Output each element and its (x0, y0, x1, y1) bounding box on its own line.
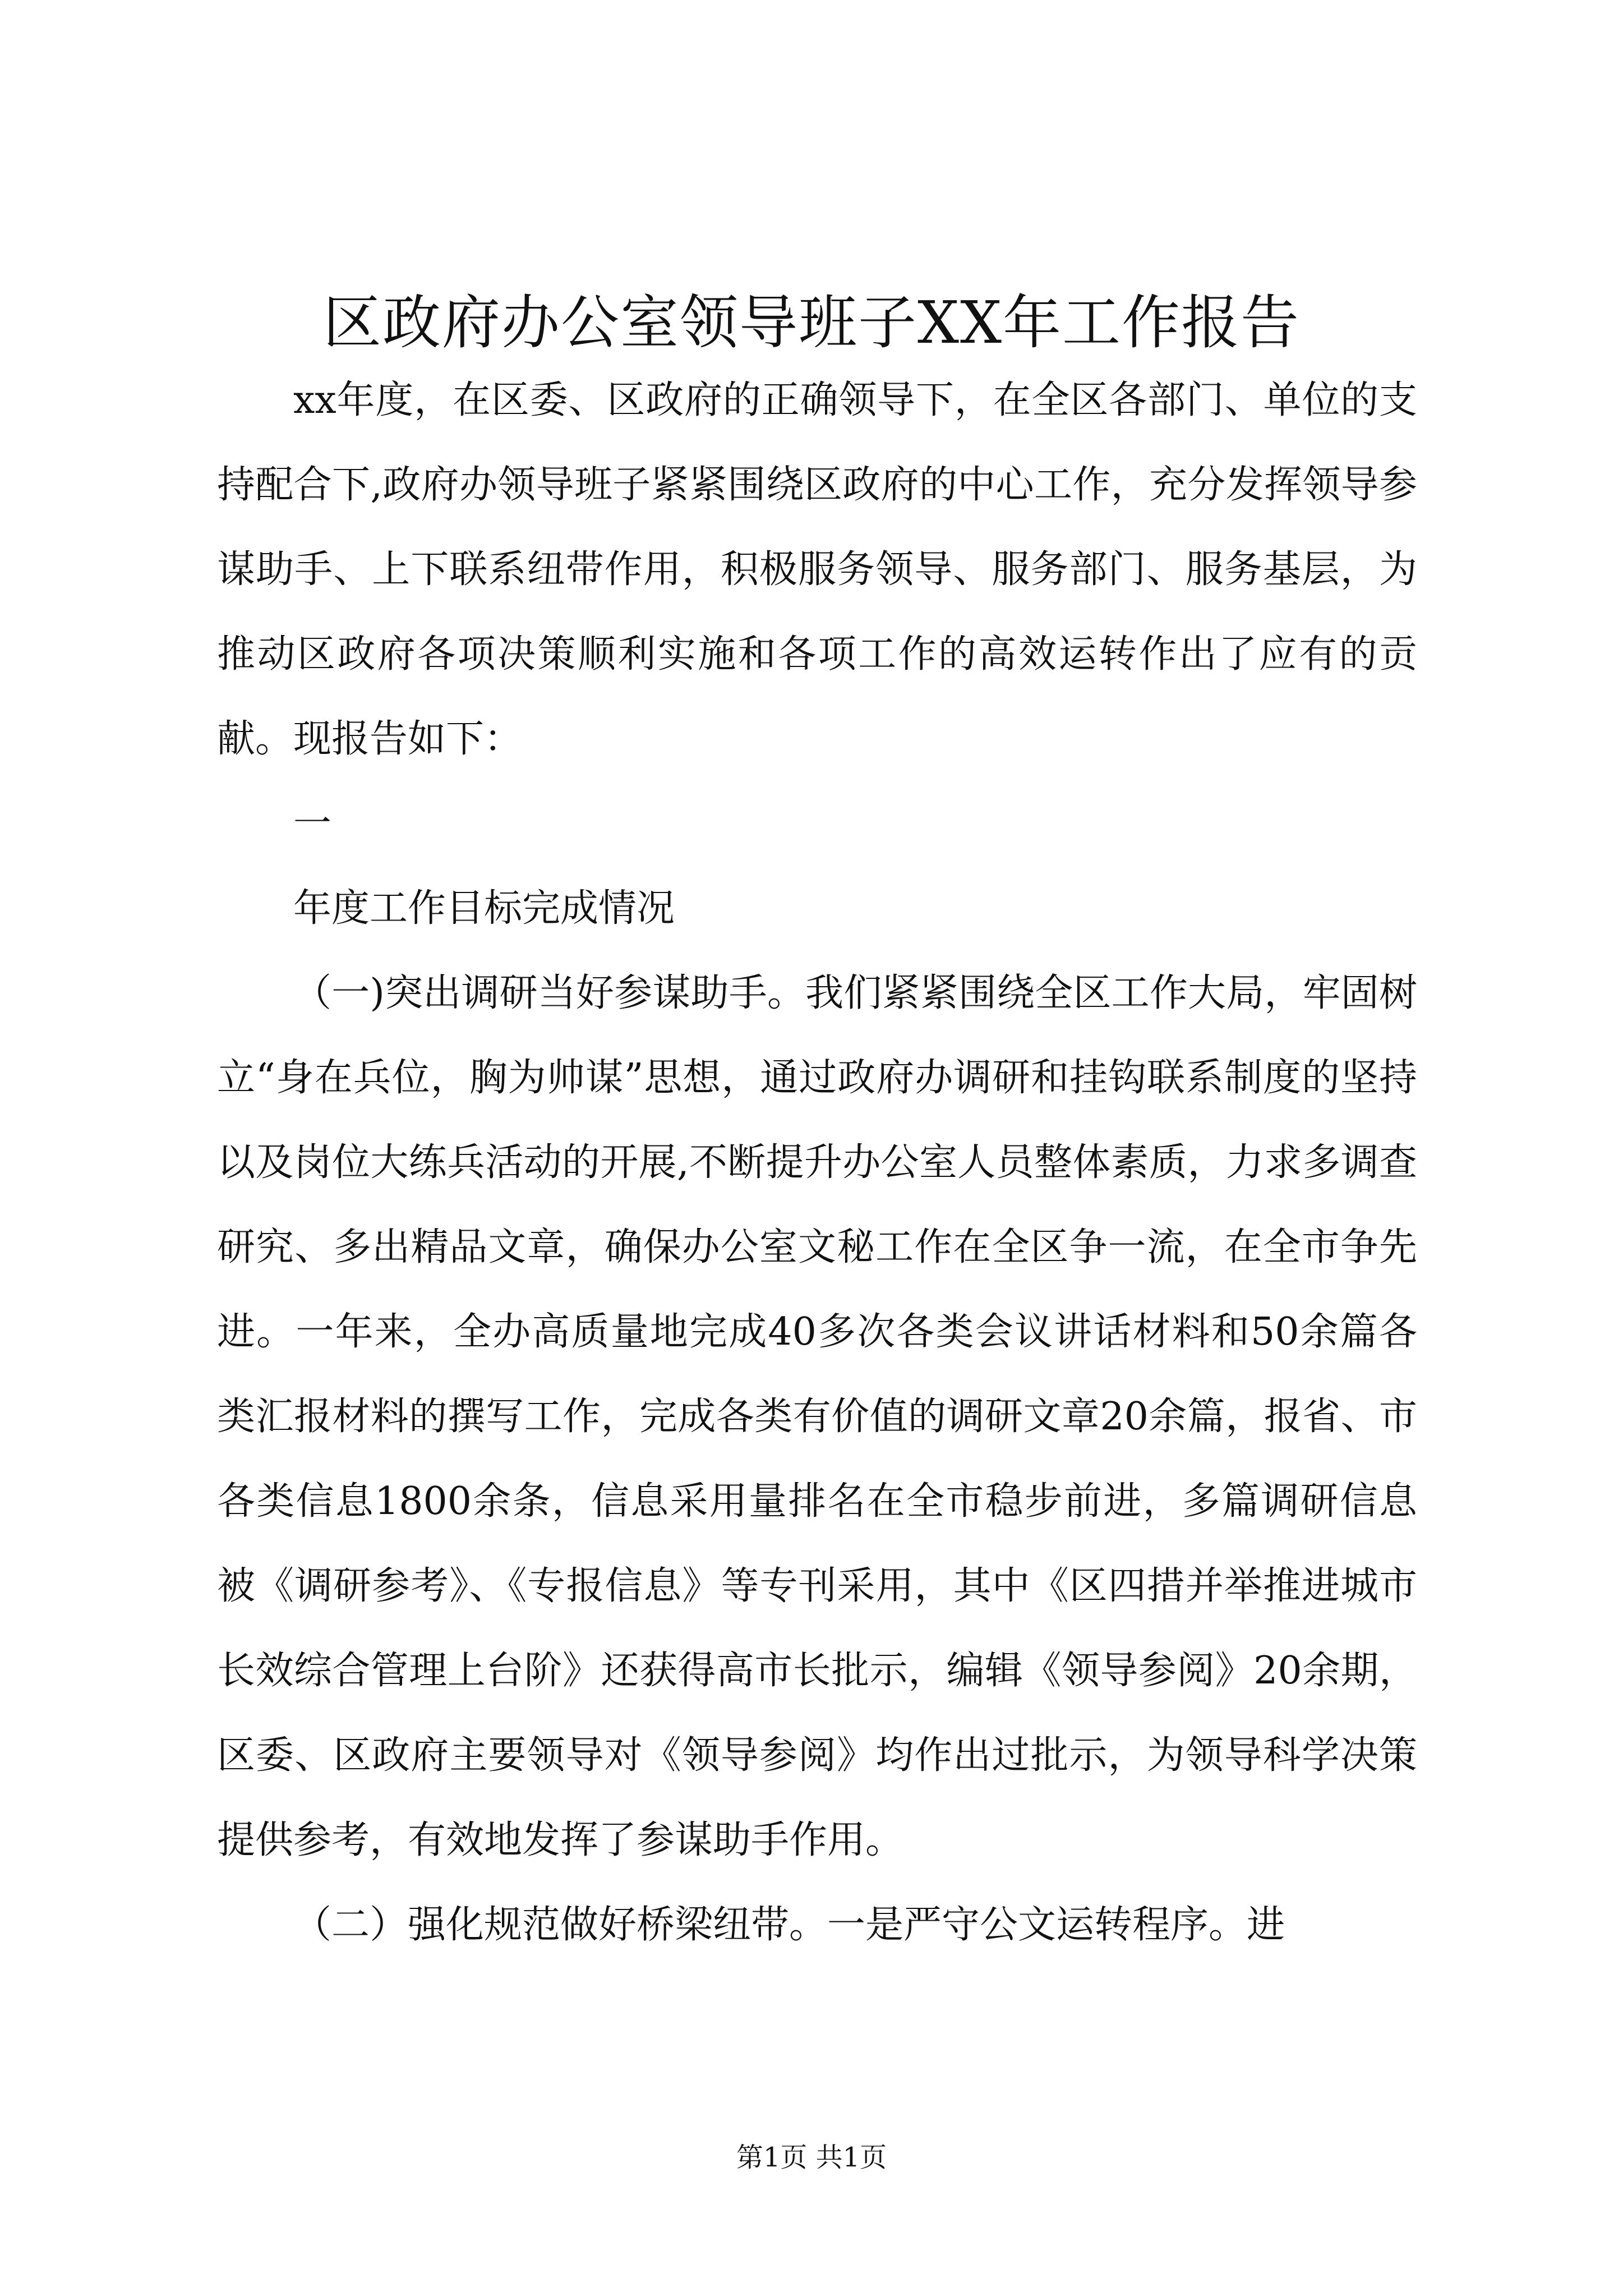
paragraph-research: （一)突出调研当好参谋助手。我们紧紧围绕全区工作大局，牢固树立“身在兵位，胸为帅谋”思想，通过政府办调研和挂钩联系制度的坚持以及岗位大练兵活动的开展,不断提升办公室人员整体素质，力求多调查研究、多出精品文章，确保办公室文秘工作在全区争一流，在全市争先进。一年来，全办高质量地完成40多次各类会议讲话材料和50余篇各类汇报材料的撰写工作，完成各类有价值的调研文章20余篇，报省、市各类信息1800余条，信息采用量排名在全市稳步前进，多篇调研信息被《调研参考》、《专报信息》等专刊采用，其中《区四措并举推进城市长效综合管理上台阶》还获得高市长批示，编辑《领导参阅》20余期，区委、区政府主要领导对《领导参阅》均作出过批示，为领导科学决策提供参考，有效地发挥了参谋助手作用。 (217, 971, 1417, 1862)
page-footer: 第1页 共1页 (736, 2142, 887, 2173)
section-heading: 年度工作目标完成情况 (293, 886, 675, 931)
paragraph-bridge: （二）强化规范做好桥梁纽带。一是严守公文运转程序。进 (293, 1903, 1285, 1947)
section-number: 一 (293, 802, 332, 846)
paragraph-intro: xx年度，在区委、区政府的正确领导下，在全区各部门、单位的支持配合下,政府办领导班子紧紧围绕区政府的中心工作，充分发挥领导参谋助手、上下联系纽带作用，积极服务领导、服务部门、服务基层，为推动区政府各项决策顺利实施和各项工作的高效运转作出了应有的贡献。现报告如下： (217, 378, 1417, 761)
document-body (217, 358, 1417, 1967)
document-title: 区政府办公室领导班子XX年工作报告 (322, 288, 1301, 357)
